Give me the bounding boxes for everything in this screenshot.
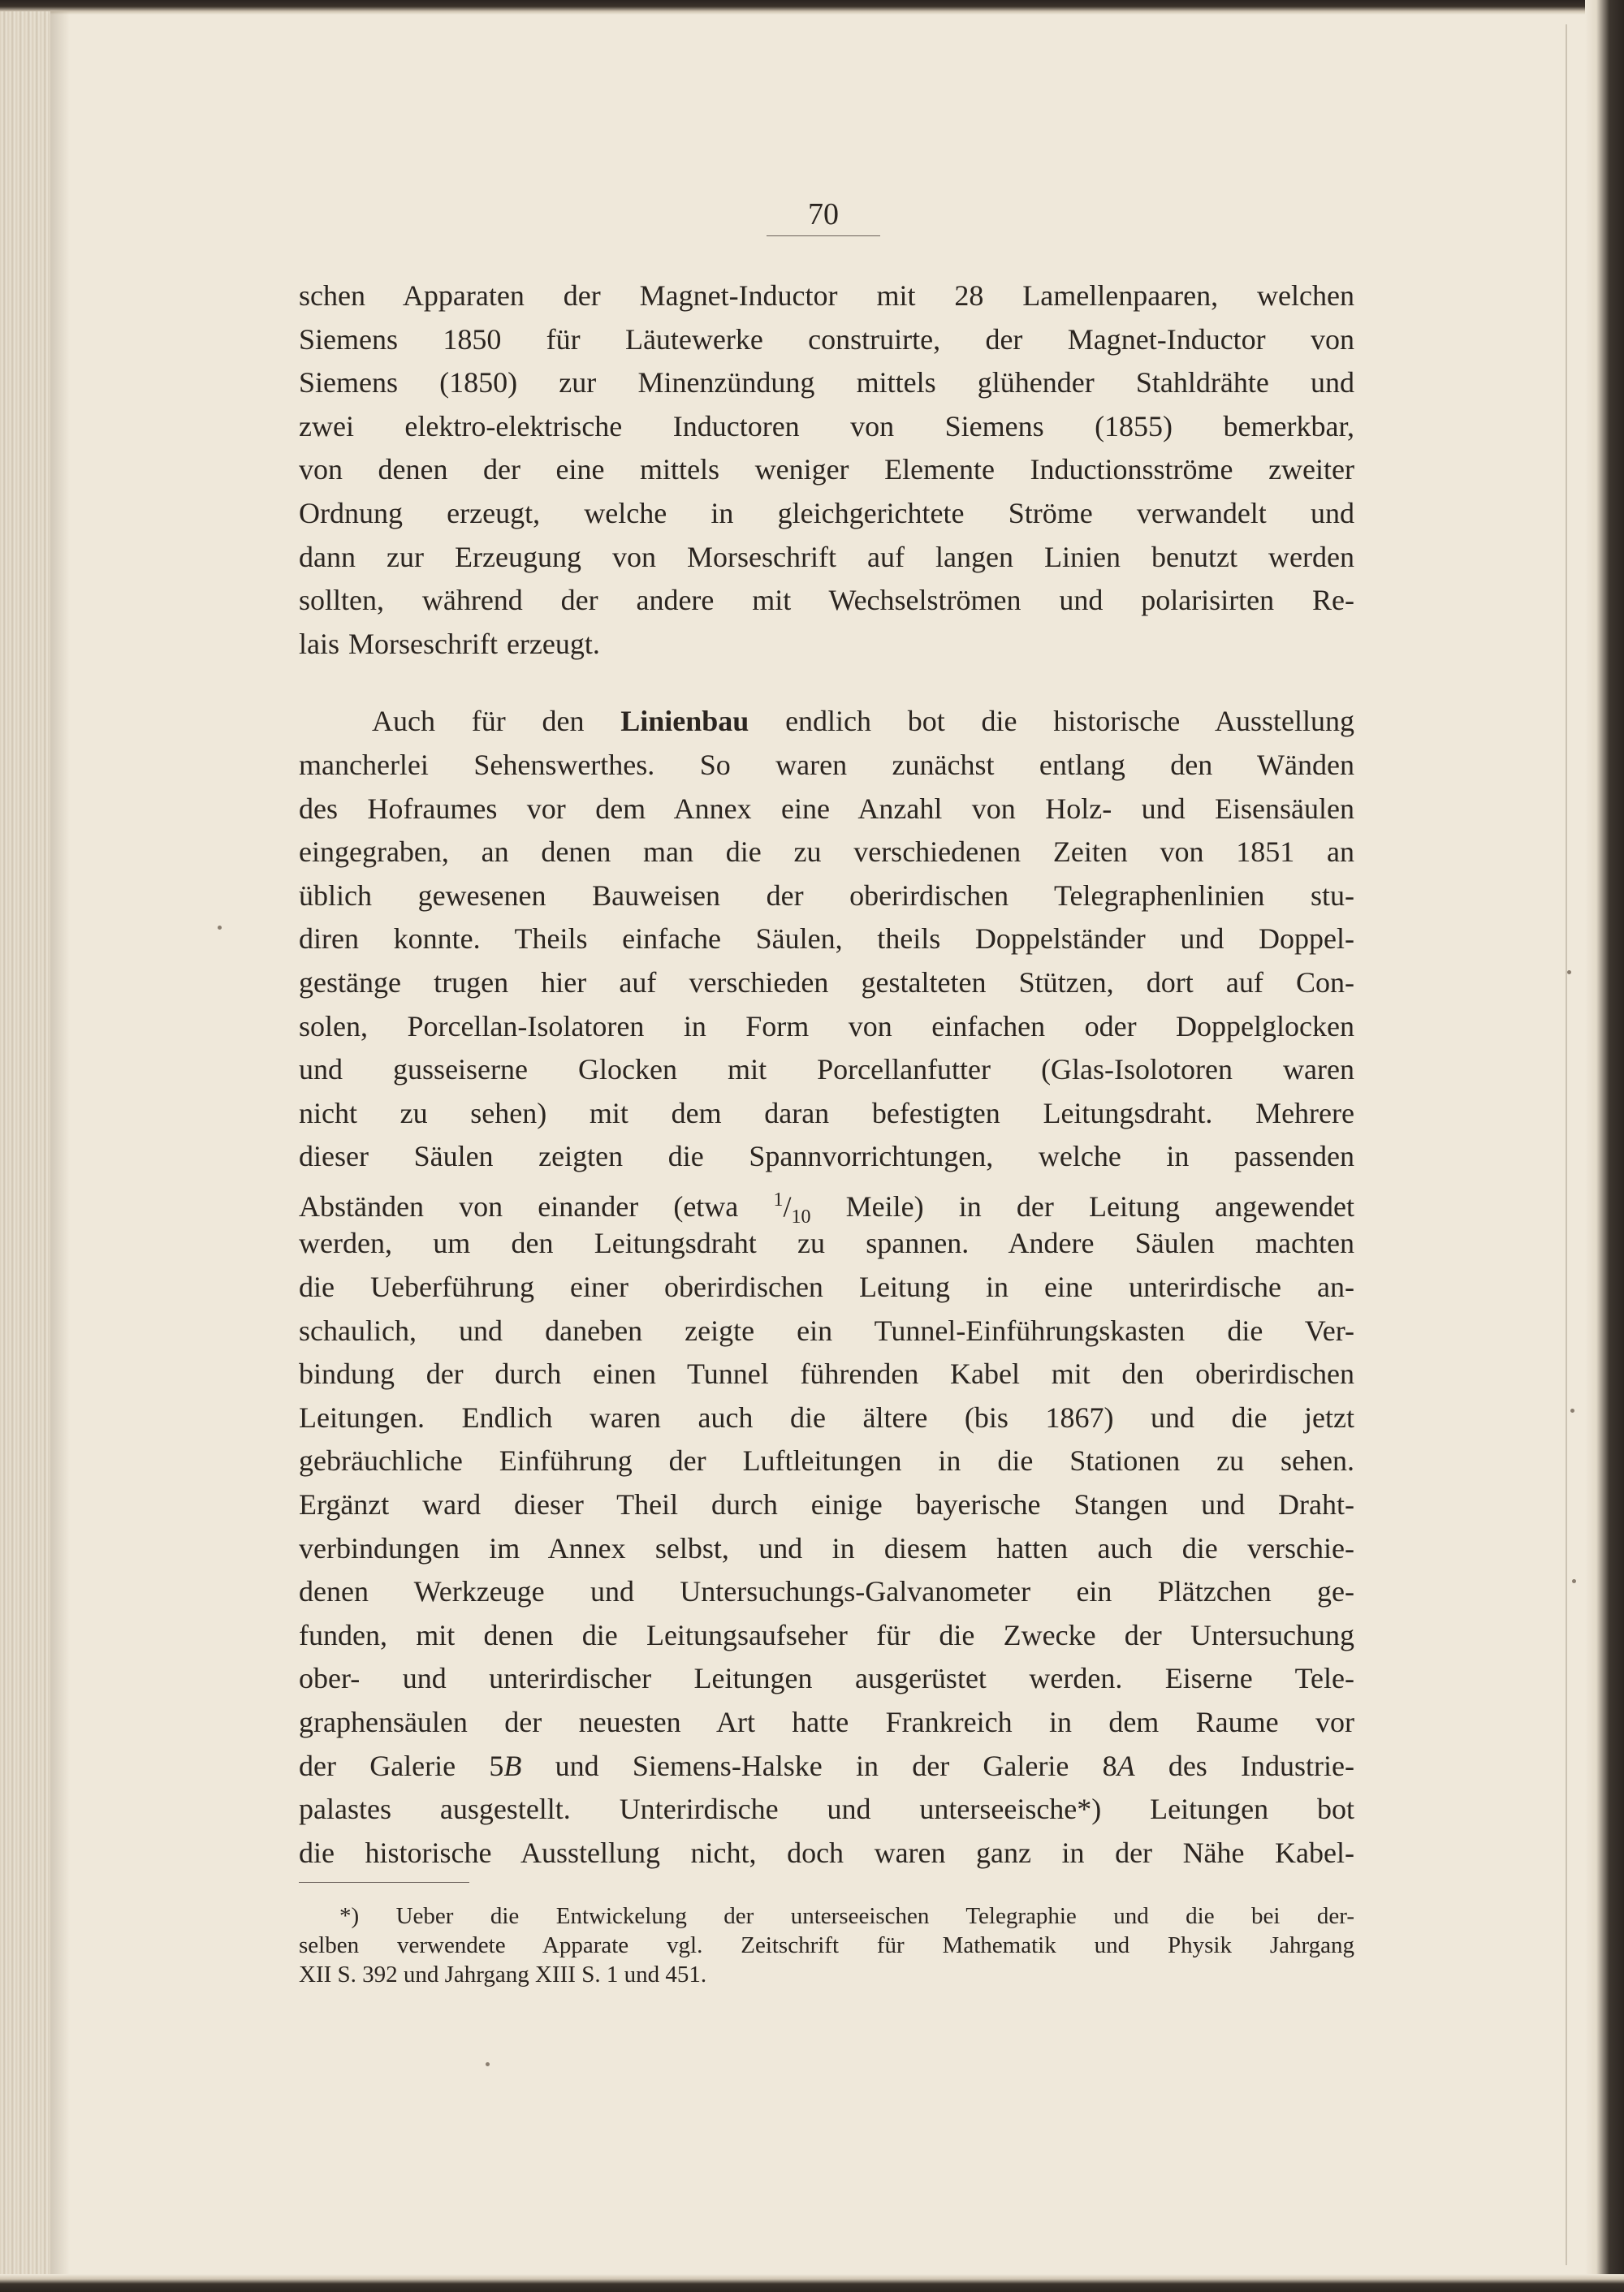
text-line: üblich gewesenen Bauweisen der oberirdischen Telegraphenlinien stu- xyxy=(299,878,1354,912)
text-run: der Galerie 5 xyxy=(299,1749,504,1782)
text-line xyxy=(299,700,1354,744)
text-line: gestänge trugen hier auf verschieden gestalteten Stützen, dort auf Con- xyxy=(299,965,1354,999)
right-fold-line xyxy=(1566,24,1567,2265)
text-line: lais Morseschrift erzeugt. xyxy=(299,627,600,660)
paper-speck xyxy=(1567,970,1571,974)
text-line: zwei elektro-elektrische Inductoren von Siemens (1855) bemerkbar, xyxy=(299,409,1354,442)
text-line: die historische Ausstellung nicht, doch waren ganz in der Nähe Kabel- xyxy=(299,1836,1354,1869)
footnote-line: *) Ueber die Entwickelung der unterseeischen Telegraphie und die bei der- xyxy=(339,1903,1354,1929)
text-line: ober- und unterirdischer Leitungen ausgerüstet werden. Eiserne Tele- xyxy=(299,1662,1354,1695)
text-line: verbindungen im Annex selbst, und in diesem hatten auch die verschie- xyxy=(299,1531,1354,1565)
text-line: die Ueberführung einer oberirdischen Leitung in eine unterirdische an- xyxy=(299,1271,1354,1304)
text-line xyxy=(299,1745,1354,1789)
header-rule xyxy=(767,235,880,236)
emphasis-linienbau: Linienbau xyxy=(620,705,749,738)
text-line: werden, um den Leitungsdraht zu spannen. Andere Säulen machten xyxy=(299,1227,1354,1260)
footnote-rule xyxy=(299,1882,469,1883)
text-line: Ergänzt ward dieser Theil durch einige bayerische Stangen und Draht- xyxy=(299,1488,1354,1522)
text-line: mancherlei Sehenswerthes. So waren zunächst entlang den Wänden xyxy=(299,748,1354,781)
text-run: Meile) in der Leitung angewendet xyxy=(845,1189,1355,1223)
top-page-edge xyxy=(0,0,1624,15)
text-line: dann zur Erzeugung von Morseschrift auf langen Linien benutzt werden xyxy=(299,540,1354,573)
text-line: denen Werkzeuge und Untersuchungs-Galvanometer ein Plätzchen ge- xyxy=(299,1575,1354,1608)
footnote-line: XII S. 392 und Jahrgang XIII S. 1 und 451. xyxy=(299,1962,707,1988)
text-line: Siemens 1850 für Läutewerke construirte, der Magnet-Inductor von xyxy=(299,322,1354,356)
text-line: gebräuchliche Einführung der Luftleitungen in die Stationen zu sehen. xyxy=(299,1444,1354,1478)
text-line: solen, Porcellan-Isolatoren in Form von einfachen oder Doppelglocken xyxy=(299,1009,1354,1042)
right-page-edge xyxy=(1585,0,1624,2292)
text-line: sollten, während der andere mit Wechselströmen und polarisirten Re- xyxy=(299,584,1354,617)
paper-speck xyxy=(1572,1579,1576,1583)
text-line xyxy=(299,1179,1355,1228)
page-header xyxy=(767,196,880,236)
text-line: palastes ausgestellt. Unterirdische und unterseeische*) Leitungen bot xyxy=(299,1793,1354,1826)
footnote xyxy=(299,1901,1354,1989)
paper-speck xyxy=(218,926,222,930)
text-line: graphensäulen der neuesten Art hatte Frankreich in dem Raume vor xyxy=(299,1706,1354,1738)
text-run: und Siemens-Halske in der Galerie 8 xyxy=(555,1749,1117,1782)
page-number: 70 xyxy=(808,197,839,231)
gutter-shadow xyxy=(50,11,70,2278)
footnote-line: selben verwendete Apparate vgl. Zeitschrift für Mathematik und Physik Jahrgang xyxy=(299,1932,1354,1958)
paper-speck xyxy=(1570,1409,1574,1413)
text-line: funden, mit denen die Leitungsaufseher für die Zwecke der Untersuchung xyxy=(299,1618,1354,1651)
text-line: Siemens (1850) zur Minenzündung mittels glühender Stahldrähte und xyxy=(299,366,1354,399)
paragraph-gap xyxy=(299,666,1354,700)
text-run: Auch für den xyxy=(372,705,585,738)
text-line: schaulich, und daneben zeigte ein Tunnel-Einführungskasten die Ver- xyxy=(299,1314,1354,1347)
text-line: des Hofraumes vor dem Annex eine Anzahl von Holz- und Eisensäulen xyxy=(299,792,1354,825)
text-line: dieser Säulen zeigten die Spannvorrichtungen, welche in passenden xyxy=(299,1140,1354,1173)
text-line: schen Apparaten der Magnet-Inductor mit 28 Lamellenpaaren, welchen xyxy=(299,279,1354,312)
text-line: diren konnte. Theils einfache Säulen, theils Doppelständer und Doppel- xyxy=(299,922,1354,956)
text-line: nicht zu sehen) mit dem daran befestigten Leitungsdraht. Mehrere xyxy=(299,1096,1354,1129)
bottom-page-edge xyxy=(0,2274,1624,2292)
paper-speck xyxy=(486,2062,490,2066)
text-run: endlich bot die historische Ausstellung xyxy=(785,705,1355,738)
text-line: eingegraben, an denen man die zu verschiedenen Zeiten von 1851 an xyxy=(299,835,1354,869)
fraction: $^1/_{10}$ xyxy=(773,1189,811,1228)
gallery-letter: A xyxy=(1116,1749,1135,1782)
text-run: Abständen von einander (etwa xyxy=(299,1189,739,1223)
body-text xyxy=(299,274,1354,1875)
fraction-denominator: 10 xyxy=(791,1206,811,1228)
text-line: bindung der durch einen Tunnel führenden Kabel mit den oberirdischen xyxy=(299,1358,1354,1391)
text-line: von denen der eine mittels weniger Elemente Inductionsströme zweiter xyxy=(299,453,1354,486)
text-run: des Industrie- xyxy=(1168,1749,1355,1782)
fraction-numerator: 1 xyxy=(773,1189,784,1211)
text-line: Leitungen. Endlich waren auch die ältere (bis 1867) und die jetzt xyxy=(299,1401,1354,1434)
text-line: und gusseiserne Glocken mit Porcellanfutter (Glas-Isolotoren waren xyxy=(299,1053,1354,1086)
gallery-letter: B xyxy=(503,1749,522,1782)
text-line: Ordnung erzeugt, welche in gleichgerichtete Ströme verwandelt und xyxy=(299,496,1354,529)
left-page-stack xyxy=(0,11,50,2278)
